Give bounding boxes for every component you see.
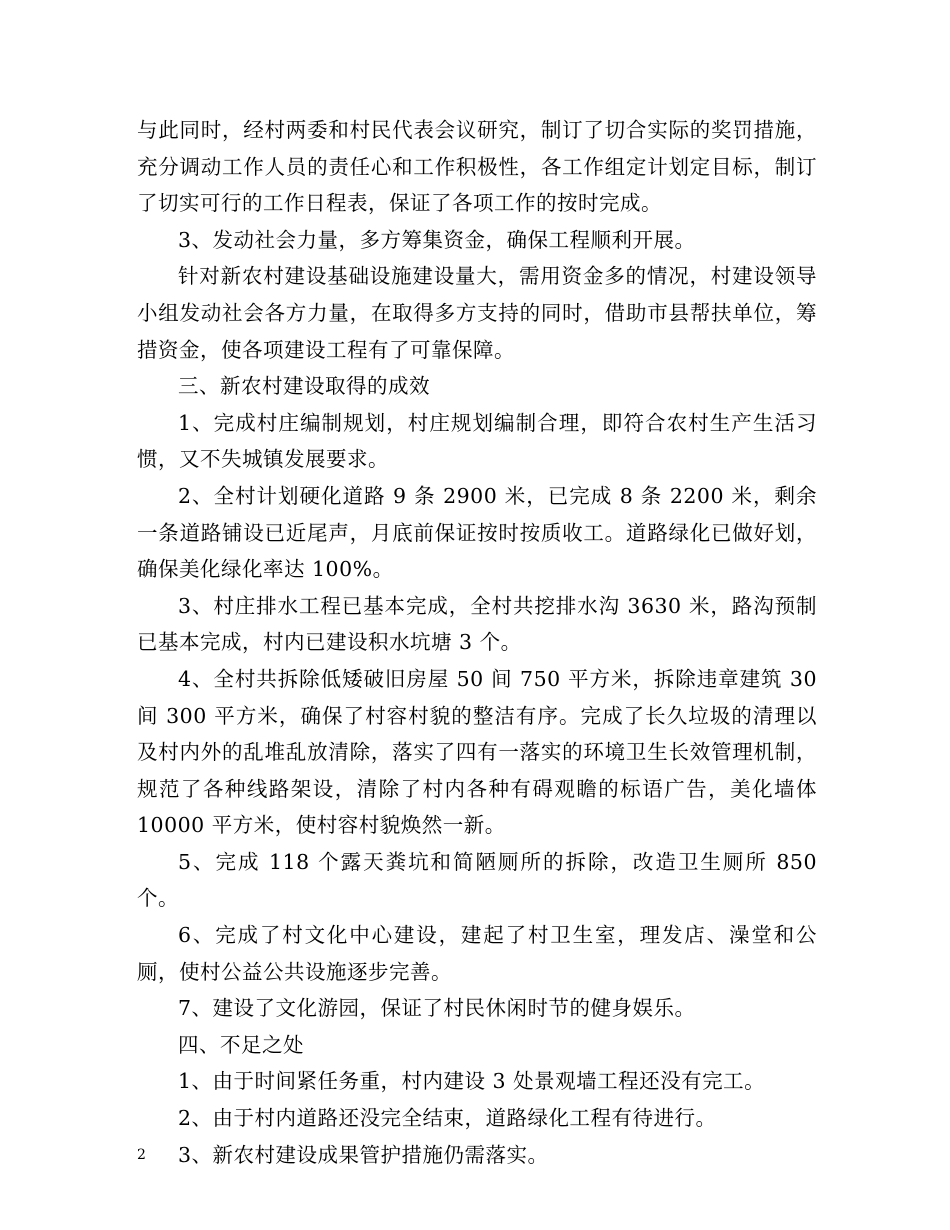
document-body	[137, 112, 817, 1173]
section-heading: 三、新农村建设取得的成效	[178, 374, 430, 399]
paragraph: 1、完成村庄编制规划，村庄规划编制合理，即符合农村生产生活习惯，又不失城镇发展要求。	[137, 410, 817, 472]
paragraph: 5、完成 118 个露天粪坑和简陋厕所的拆除，改造卫生厕所 850 个。	[137, 849, 817, 911]
paragraph: 2、全村计划硬化道路 9 条 2900 米，已完成 8 条 2200 米，剩余一条道路铺设已近尾声，月底前保证按时按质收工。道路绿化已做好划，确保美化绿化率达 100%。	[137, 483, 817, 582]
paragraph: 3、村庄排水工程已基本完成，全村共挖排水沟 3630 米，路沟预制已基本完成，村内已建设积水坑塘 3 个。	[137, 593, 817, 655]
page-number: 2	[137, 1147, 146, 1163]
paragraph: 4、全村共拆除低矮破旧房屋 50 间 750 平方米，拆除违章建筑 30 间 300 平方米，确保了村容村貌的整洁有序。完成了长久垃圾的清理以及村内外的乱堆乱放清除，落实了四有一落实的环境卫生长效管理机制，规范了各种线路架设，清除了村内各种有碍观瞻的标语广告，美化墙体 10000 平方米，使村容村貌焕然一新。	[137, 666, 817, 838]
paragraph: 1、由于时间紧任务重，村内建设 3 处景观墙工程还没有完工。	[178, 1069, 766, 1094]
paragraph: 与此同时，经村两委和村民代表会议研究，制订了切合实际的奖罚措施，充分调动工作人员的责任心和工作积极性，各工作组定计划定目标，制订了切实可行的工作日程表，保证了各项工作的按时完成。	[137, 118, 817, 216]
paragraph: 针对新农村建设基础设施建设量大，需用资金多的情况，村建设领导小组发动社会各方力量，在取得多方支持的同时，借助市县帮扶单位，筹措资金，使各项建设工程有了可靠保障。	[137, 264, 817, 362]
paragraph: 6、完成了村文化中心建设，建起了村卫生室，理发店、澡堂和公厕，使村公益公共设施逐步完善。	[137, 923, 817, 984]
paragraph: 3、新农村建设成果管护措施仍需落实。	[178, 1142, 549, 1167]
paragraph: 3、发动社会力量，多方筹集资金，确保工程顺利开展。	[178, 227, 696, 252]
paragraph: 7、建设了文化游园，保证了村民休闲时节的健身娱乐。	[178, 996, 696, 1021]
paragraph: 2、由于村内道路还没完全结束，道路绿化工程有待进行。	[178, 1106, 717, 1131]
section-heading: 四、不足之处	[178, 1032, 304, 1057]
